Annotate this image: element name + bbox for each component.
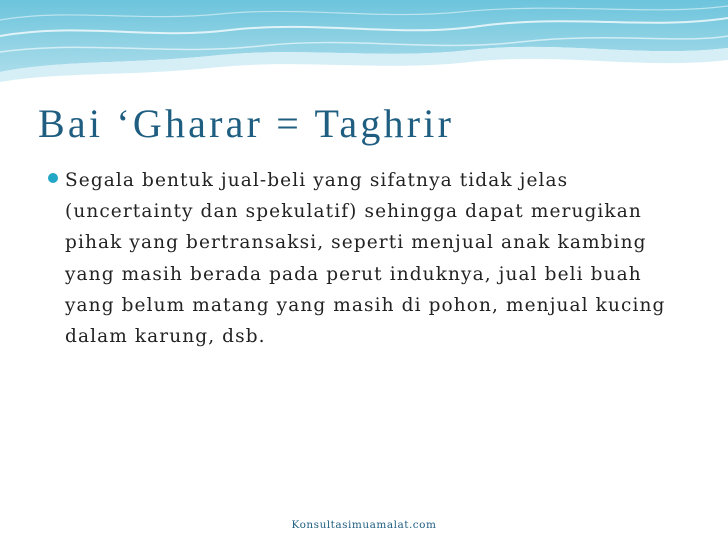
bullet-item — [48, 165, 688, 352]
footer-text: Konsultasimuamalat.com — [291, 519, 437, 531]
slide-title: Bai ‘Gharar = Taghrir — [38, 101, 455, 146]
bullet-dot-icon — [48, 173, 58, 183]
wave-banner — [0, 0, 728, 82]
bullet-text: Segala bentuk jual-beli yang sifatnya tidak jelas (uncertainty dan spekulatif) sehingga dapat merugikan pihak yang bertransaksi, seperti menjual anak kambing yang masih berada pada perut induknya, jual beli buah yang belum matang yang masih di pohon, menjual kucing dalam karung, dsb. — [65, 170, 666, 348]
